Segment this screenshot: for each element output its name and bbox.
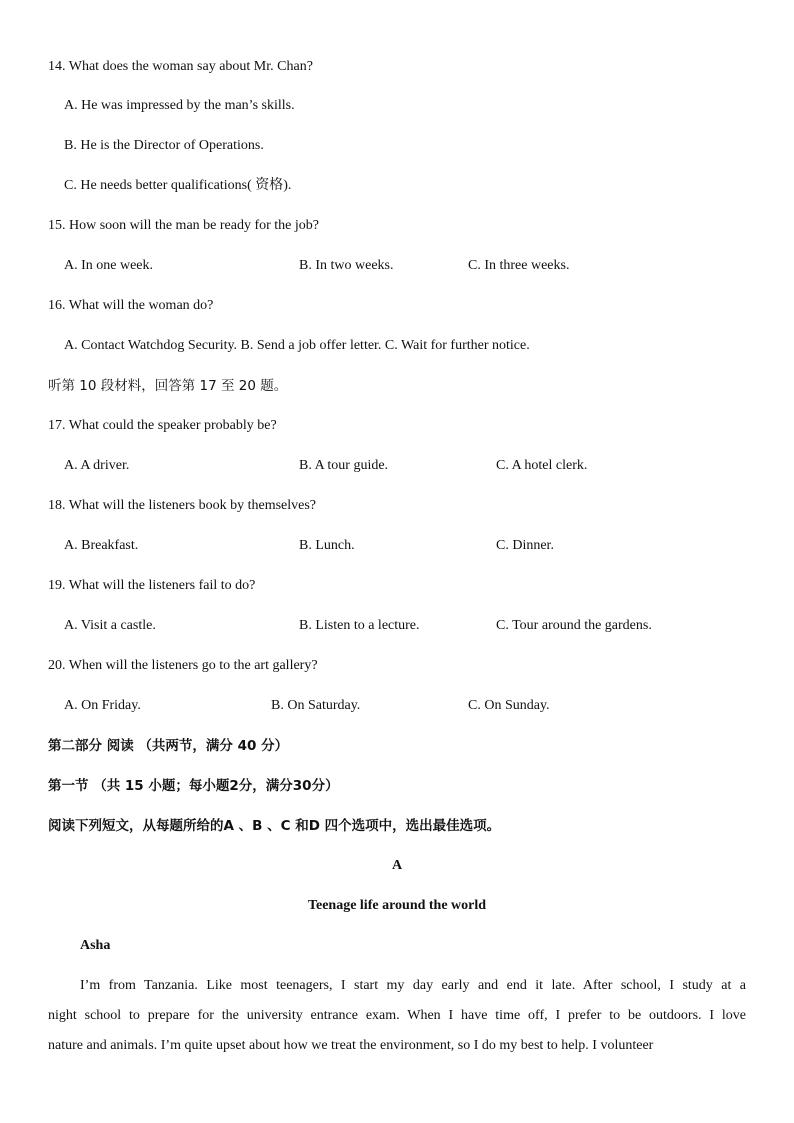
question-19: 19. What will the listeners fail to do? [48, 578, 256, 593]
passage-line-1: I’m from Tanzania. Like most teenagers, I start my day early and end it late. After school, I study at a [80, 978, 746, 993]
passage-speaker-name: Asha [80, 938, 111, 953]
question-17-option-c: C. A hotel clerk. [496, 458, 588, 473]
question-20-option-b: B. On Saturday. [271, 698, 361, 713]
question-14-option-a: A. He was impressed by the man’s skills. [64, 98, 295, 113]
question-20-option-c: C. On Sunday. [468, 698, 550, 713]
question-17-option-b: B. A tour guide. [299, 458, 389, 473]
question-20-option-a: A. On Friday. [64, 698, 141, 713]
passage-title: Teenage life around the world [307, 898, 487, 913]
question-19-option-a: A. Visit a castle. [64, 618, 156, 633]
question-18: 18. What will the listeners book by themselves? [48, 498, 317, 513]
question-18-option-b: B. Lunch. [299, 538, 355, 553]
section-1-heading: 第一节 （共 15 小题；每小题2分，满分30分） [48, 778, 339, 794]
question-14-option-b: B. He is the Director of Operations. [64, 138, 264, 153]
reading-instructions: 阅读下列短文，从每题所给的A 、B 、C 和D 四个选项中，选出最佳选项。 [48, 818, 501, 834]
question-17: 17. What could the speaker probably be? [48, 418, 277, 433]
question-15-option-c: C. In three weeks. [468, 258, 570, 273]
question-18-option-c: C. Dinner. [496, 538, 554, 553]
part-2-heading: 第二部分 阅读 （共两节，满分 40 分） [48, 738, 289, 754]
question-15-option-b: B. In two weeks. [299, 258, 394, 273]
question-18-option-a: A. Breakfast. [64, 538, 139, 553]
question-17-option-a: A. A driver. [64, 458, 130, 473]
question-15-option-a: A. In one week. [64, 258, 154, 273]
question-15: 15. How soon will the man be ready for the job? [48, 218, 319, 233]
passage-line-2: night school to prepare for the university entrance exam. When I have time off, I prefer to be outdoors. I love [48, 1008, 746, 1023]
question-20: 20. When will the listeners go to the art gallery? [48, 658, 318, 673]
question-19-option-c: C. Tour around the gardens. [496, 618, 652, 633]
passage-letter: A [391, 858, 403, 873]
question-19-option-b: B. Listen to a lecture. [299, 618, 420, 633]
section-10-instruction: 听第 10 段材料，回答第 17 至 20 题。 [48, 378, 288, 394]
question-14-option-c: C. He needs better qualifications( 资格). [64, 178, 292, 193]
passage-line-3: nature and animals. I’m quite upset about how we treat the environment, so I do my best to help. I volunteer [48, 1038, 654, 1053]
question-16: 16. What will the woman do? [48, 298, 214, 313]
question-14: 14. What does the woman say about Mr. Chan? [48, 59, 313, 74]
question-16-options: A. Contact Watchdog Security. B. Send a job offer letter. C. Wait for further notice. [64, 338, 530, 353]
